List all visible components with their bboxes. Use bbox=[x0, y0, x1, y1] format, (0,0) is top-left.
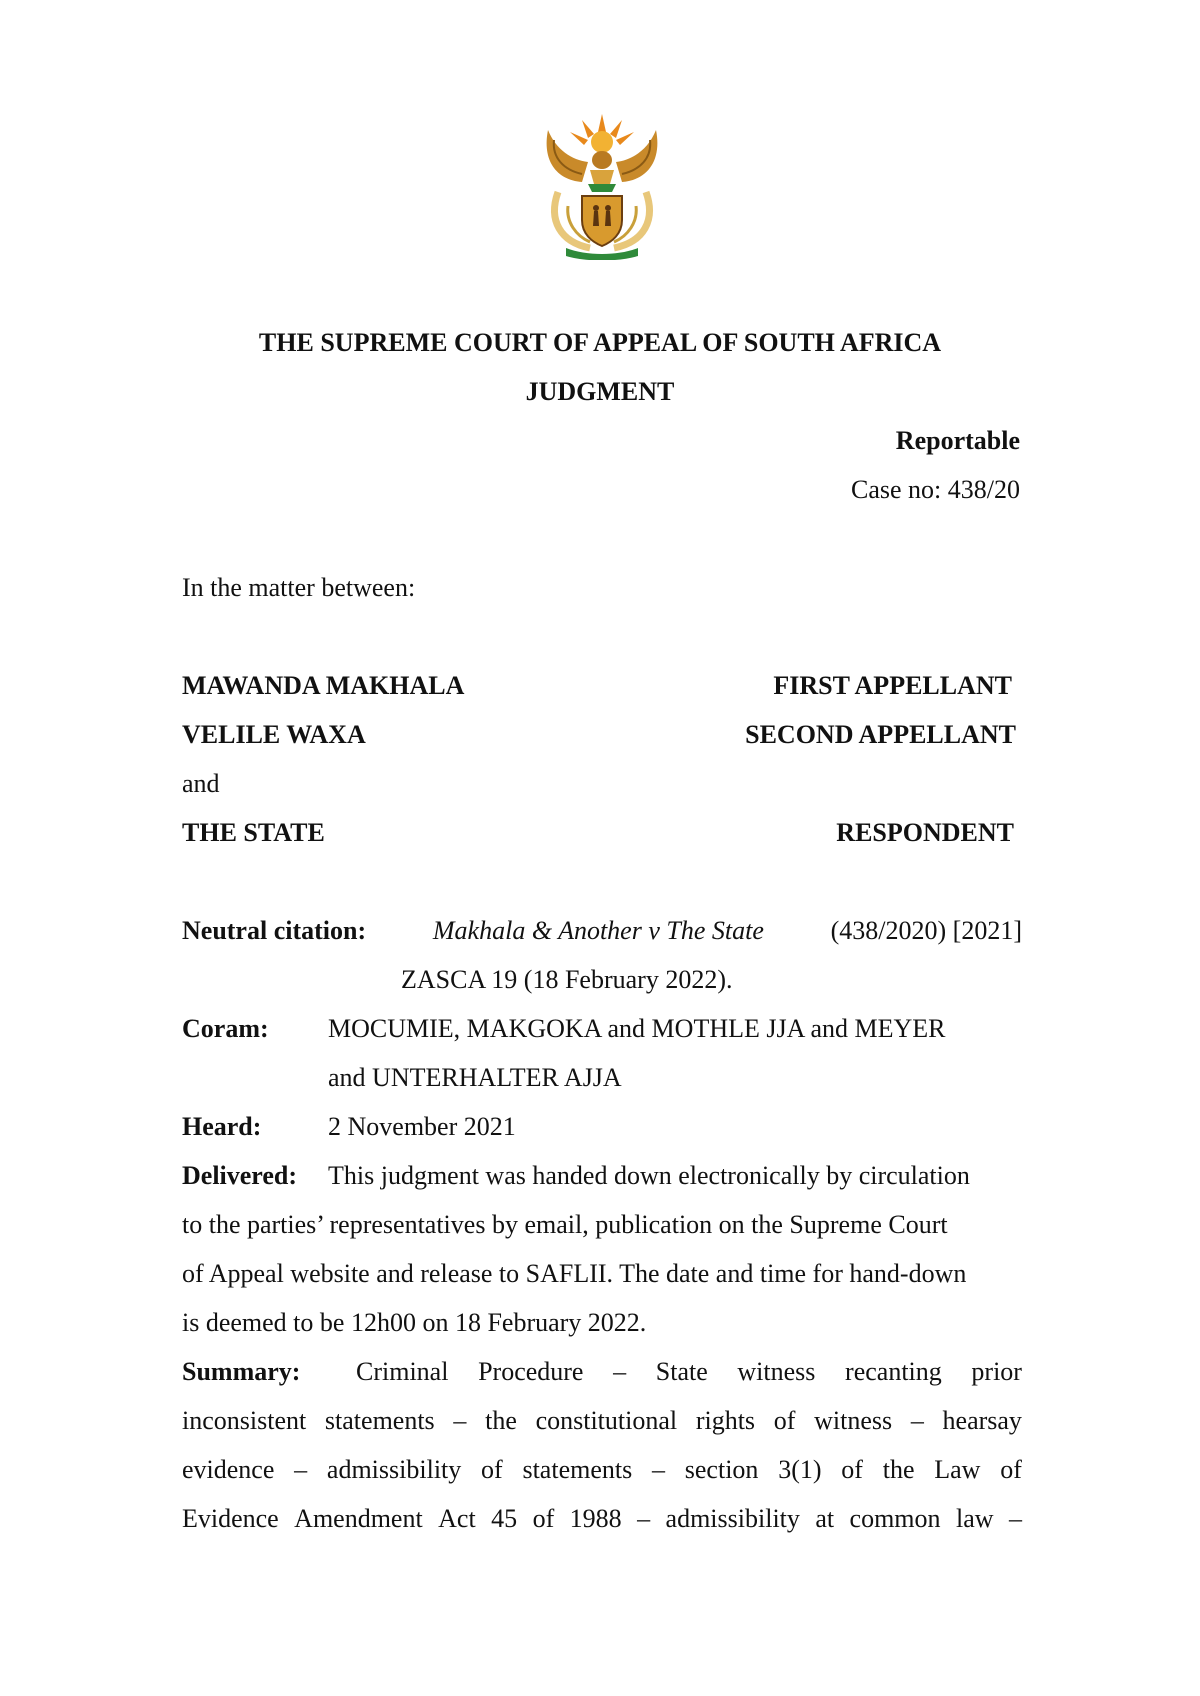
summary-word: Evidence bbox=[182, 1504, 279, 1533]
summary-word: 45 bbox=[491, 1504, 518, 1533]
party-role: FIRST APPELLANT bbox=[773, 671, 1012, 700]
matter-intro: In the matter between: bbox=[182, 573, 416, 602]
summary-word: at bbox=[815, 1504, 835, 1533]
summary-word: State bbox=[655, 1357, 708, 1386]
delivered-text-cont: of Appeal website and release to SAFLII. The date and time for hand-down bbox=[182, 1259, 967, 1288]
summary-word: law bbox=[955, 1504, 994, 1533]
summary-word: – bbox=[294, 1455, 308, 1484]
summary-word: – bbox=[652, 1455, 665, 1484]
citation-reference: (438/2020) [2021] bbox=[830, 916, 1022, 945]
summary-word: witness bbox=[737, 1357, 816, 1386]
coram-label: Coram: bbox=[182, 1014, 269, 1043]
heard-label: Heard: bbox=[182, 1112, 262, 1141]
party-name: VELILE WAXA bbox=[182, 720, 366, 749]
summary-word: – bbox=[910, 1406, 924, 1435]
summary-line bbox=[182, 1454, 1022, 1486]
case-name: Makhala & Another v The State bbox=[432, 916, 764, 945]
summary-word: hearsay bbox=[942, 1406, 1022, 1435]
summary-word: admissibility bbox=[665, 1504, 800, 1533]
summary-word: – bbox=[637, 1504, 651, 1533]
neutral-citation-label: Neutral citation: bbox=[182, 916, 367, 945]
summary-word: of bbox=[773, 1406, 796, 1435]
summary-word: the bbox=[485, 1406, 517, 1435]
heard-date: 2 November 2021 bbox=[328, 1112, 516, 1141]
party-row-respondent bbox=[182, 817, 1014, 849]
summary-word: the bbox=[882, 1455, 915, 1484]
delivered-text: This judgment was handed down electronically by circulation bbox=[328, 1161, 970, 1190]
citation-reference-cont: ZASCA 19 (18 February 2022). bbox=[401, 965, 733, 994]
case-number: Case no: 438/20 bbox=[851, 475, 1020, 504]
summary-word: rights bbox=[695, 1406, 756, 1435]
party-row-first bbox=[182, 670, 1012, 702]
summary-label: Summary: bbox=[182, 1357, 301, 1386]
party-name: THE STATE bbox=[182, 818, 325, 847]
summary-word: – bbox=[613, 1357, 627, 1386]
summary-word: of bbox=[481, 1455, 503, 1484]
party-row-second bbox=[182, 719, 1016, 751]
summary-word: 3(1) bbox=[778, 1455, 822, 1484]
summary-word: Act bbox=[438, 1504, 476, 1533]
neutral-citation-row bbox=[182, 915, 1022, 947]
summary-word: recanting bbox=[845, 1357, 942, 1386]
summary-word: of bbox=[1000, 1455, 1022, 1484]
party-role: SECOND APPELLANT bbox=[745, 720, 1016, 749]
coram-judges: MOCUMIE, MAKGOKA and MOTHLE JJA and MEYER bbox=[328, 1014, 946, 1043]
delivered-text-cont: is deemed to be 12h00 on 18 February 2022. bbox=[182, 1308, 647, 1337]
summary-word: – bbox=[453, 1406, 467, 1435]
coram-judges-cont: and UNTERHALTER AJJA bbox=[328, 1063, 622, 1092]
reportable-label: Reportable bbox=[895, 426, 1020, 455]
summary-word: of bbox=[841, 1455, 863, 1484]
summary-word: – bbox=[1008, 1504, 1022, 1533]
summary-word: statements bbox=[522, 1455, 633, 1484]
summary-word: of bbox=[532, 1504, 555, 1533]
summary-word: statements bbox=[324, 1406, 435, 1435]
delivered-label: Delivered: bbox=[182, 1161, 298, 1190]
summary-word: Law bbox=[934, 1455, 981, 1484]
summary-line bbox=[182, 1405, 1022, 1437]
summary-word: constitutional bbox=[535, 1406, 678, 1435]
summary-line bbox=[182, 1503, 1022, 1535]
court-title: THE SUPREME COURT OF APPEAL OF SOUTH AFRICA bbox=[258, 328, 942, 357]
summary-word: admissibility bbox=[326, 1455, 462, 1484]
summary-word: Criminal bbox=[356, 1357, 449, 1386]
party-conjunction: and bbox=[182, 769, 220, 798]
party-name: MAWANDA MAKHALA bbox=[182, 671, 465, 700]
summary-word: Procedure bbox=[478, 1357, 584, 1386]
delivered-text-cont: to the parties’ representatives by email, publication on the Supreme Court bbox=[182, 1210, 948, 1239]
summary-word: 1988 bbox=[569, 1504, 622, 1533]
summary-word: prior bbox=[971, 1357, 1022, 1386]
summary-word: section bbox=[684, 1455, 759, 1484]
party-role: RESPONDENT bbox=[836, 818, 1014, 847]
summary-line bbox=[356, 1356, 1022, 1388]
summary-word: Amendment bbox=[294, 1504, 423, 1533]
summary-word: common bbox=[849, 1504, 941, 1533]
summary-word: witness bbox=[814, 1406, 893, 1435]
summary-word: inconsistent bbox=[182, 1406, 307, 1435]
summary-word: evidence bbox=[182, 1455, 275, 1484]
coat-of-arms-emblem bbox=[538, 110, 666, 260]
document-type: JUDGMENT bbox=[525, 377, 675, 406]
